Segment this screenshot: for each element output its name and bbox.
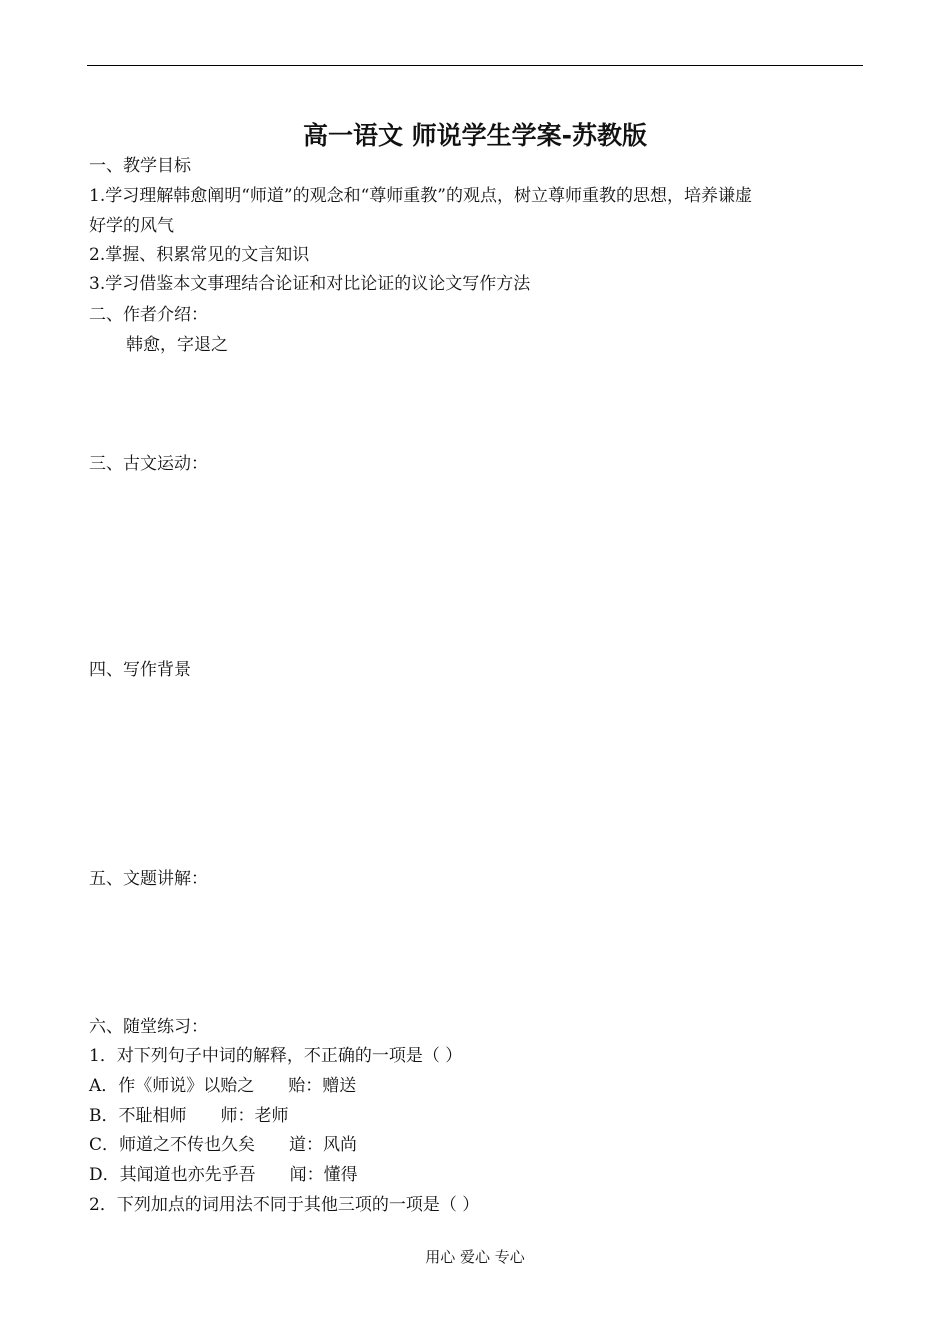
objective-item-1: 1.学习理解韩愈阐明“师道”的观念和“尊师重教”的观点，树立尊师重教的思想，培养谦虚 [89, 186, 752, 206]
option-gloss: 道：风尚 [289, 1135, 358, 1155]
section-heading-title-explanation: 五、文题讲解： [89, 869, 208, 889]
question-1-option-c [89, 1133, 357, 1157]
objective-item-2: 2.掌握、积累常见的文言知识 [89, 245, 310, 265]
section-heading-prose-movement: 三、古文运动： [89, 454, 208, 474]
question-1-option-d [89, 1163, 358, 1187]
option-sentence: A．作《师说》以贻之 [89, 1076, 255, 1096]
author-text: 韩愈，字退之 [126, 335, 228, 355]
option-sentence: D．其闻道也亦先乎吾 [89, 1165, 256, 1185]
page-footer: 用心 爱心 专心 [425, 1248, 525, 1266]
header-rule [87, 65, 863, 66]
section-heading-practice: 六、随堂练习： [89, 1017, 208, 1037]
option-gloss: 师：老师 [220, 1106, 289, 1126]
section-heading-background: 四、写作背景 [89, 660, 191, 680]
objective-item-3: 3.学习借鉴本文事理结合论证和对比论证的议论文写作方法 [89, 274, 531, 294]
section-heading-objectives: 一、教学目标 [89, 156, 191, 176]
question-1-stem: 1．对下列句子中词的解释，不正确的一项是（ ） [89, 1046, 463, 1066]
option-sentence: C．师道之不传也久矣 [89, 1135, 256, 1155]
document-title: 高一语文 师说学生学案-苏教版 [302, 121, 648, 150]
objective-item-1-continued: 好学的风气 [89, 216, 174, 236]
option-gloss: 闻：懂得 [289, 1165, 358, 1185]
section-heading-author: 二、作者介绍： [89, 305, 208, 325]
option-gloss: 贻：赠送 [288, 1076, 357, 1096]
option-sentence: B．不耻相师 [89, 1106, 187, 1126]
question-1-option-b [89, 1104, 289, 1128]
question-2-stem: 2．下列加点的词用法不同于其他三项的一项是（ ） [89, 1195, 480, 1215]
question-1-option-a [89, 1074, 356, 1098]
